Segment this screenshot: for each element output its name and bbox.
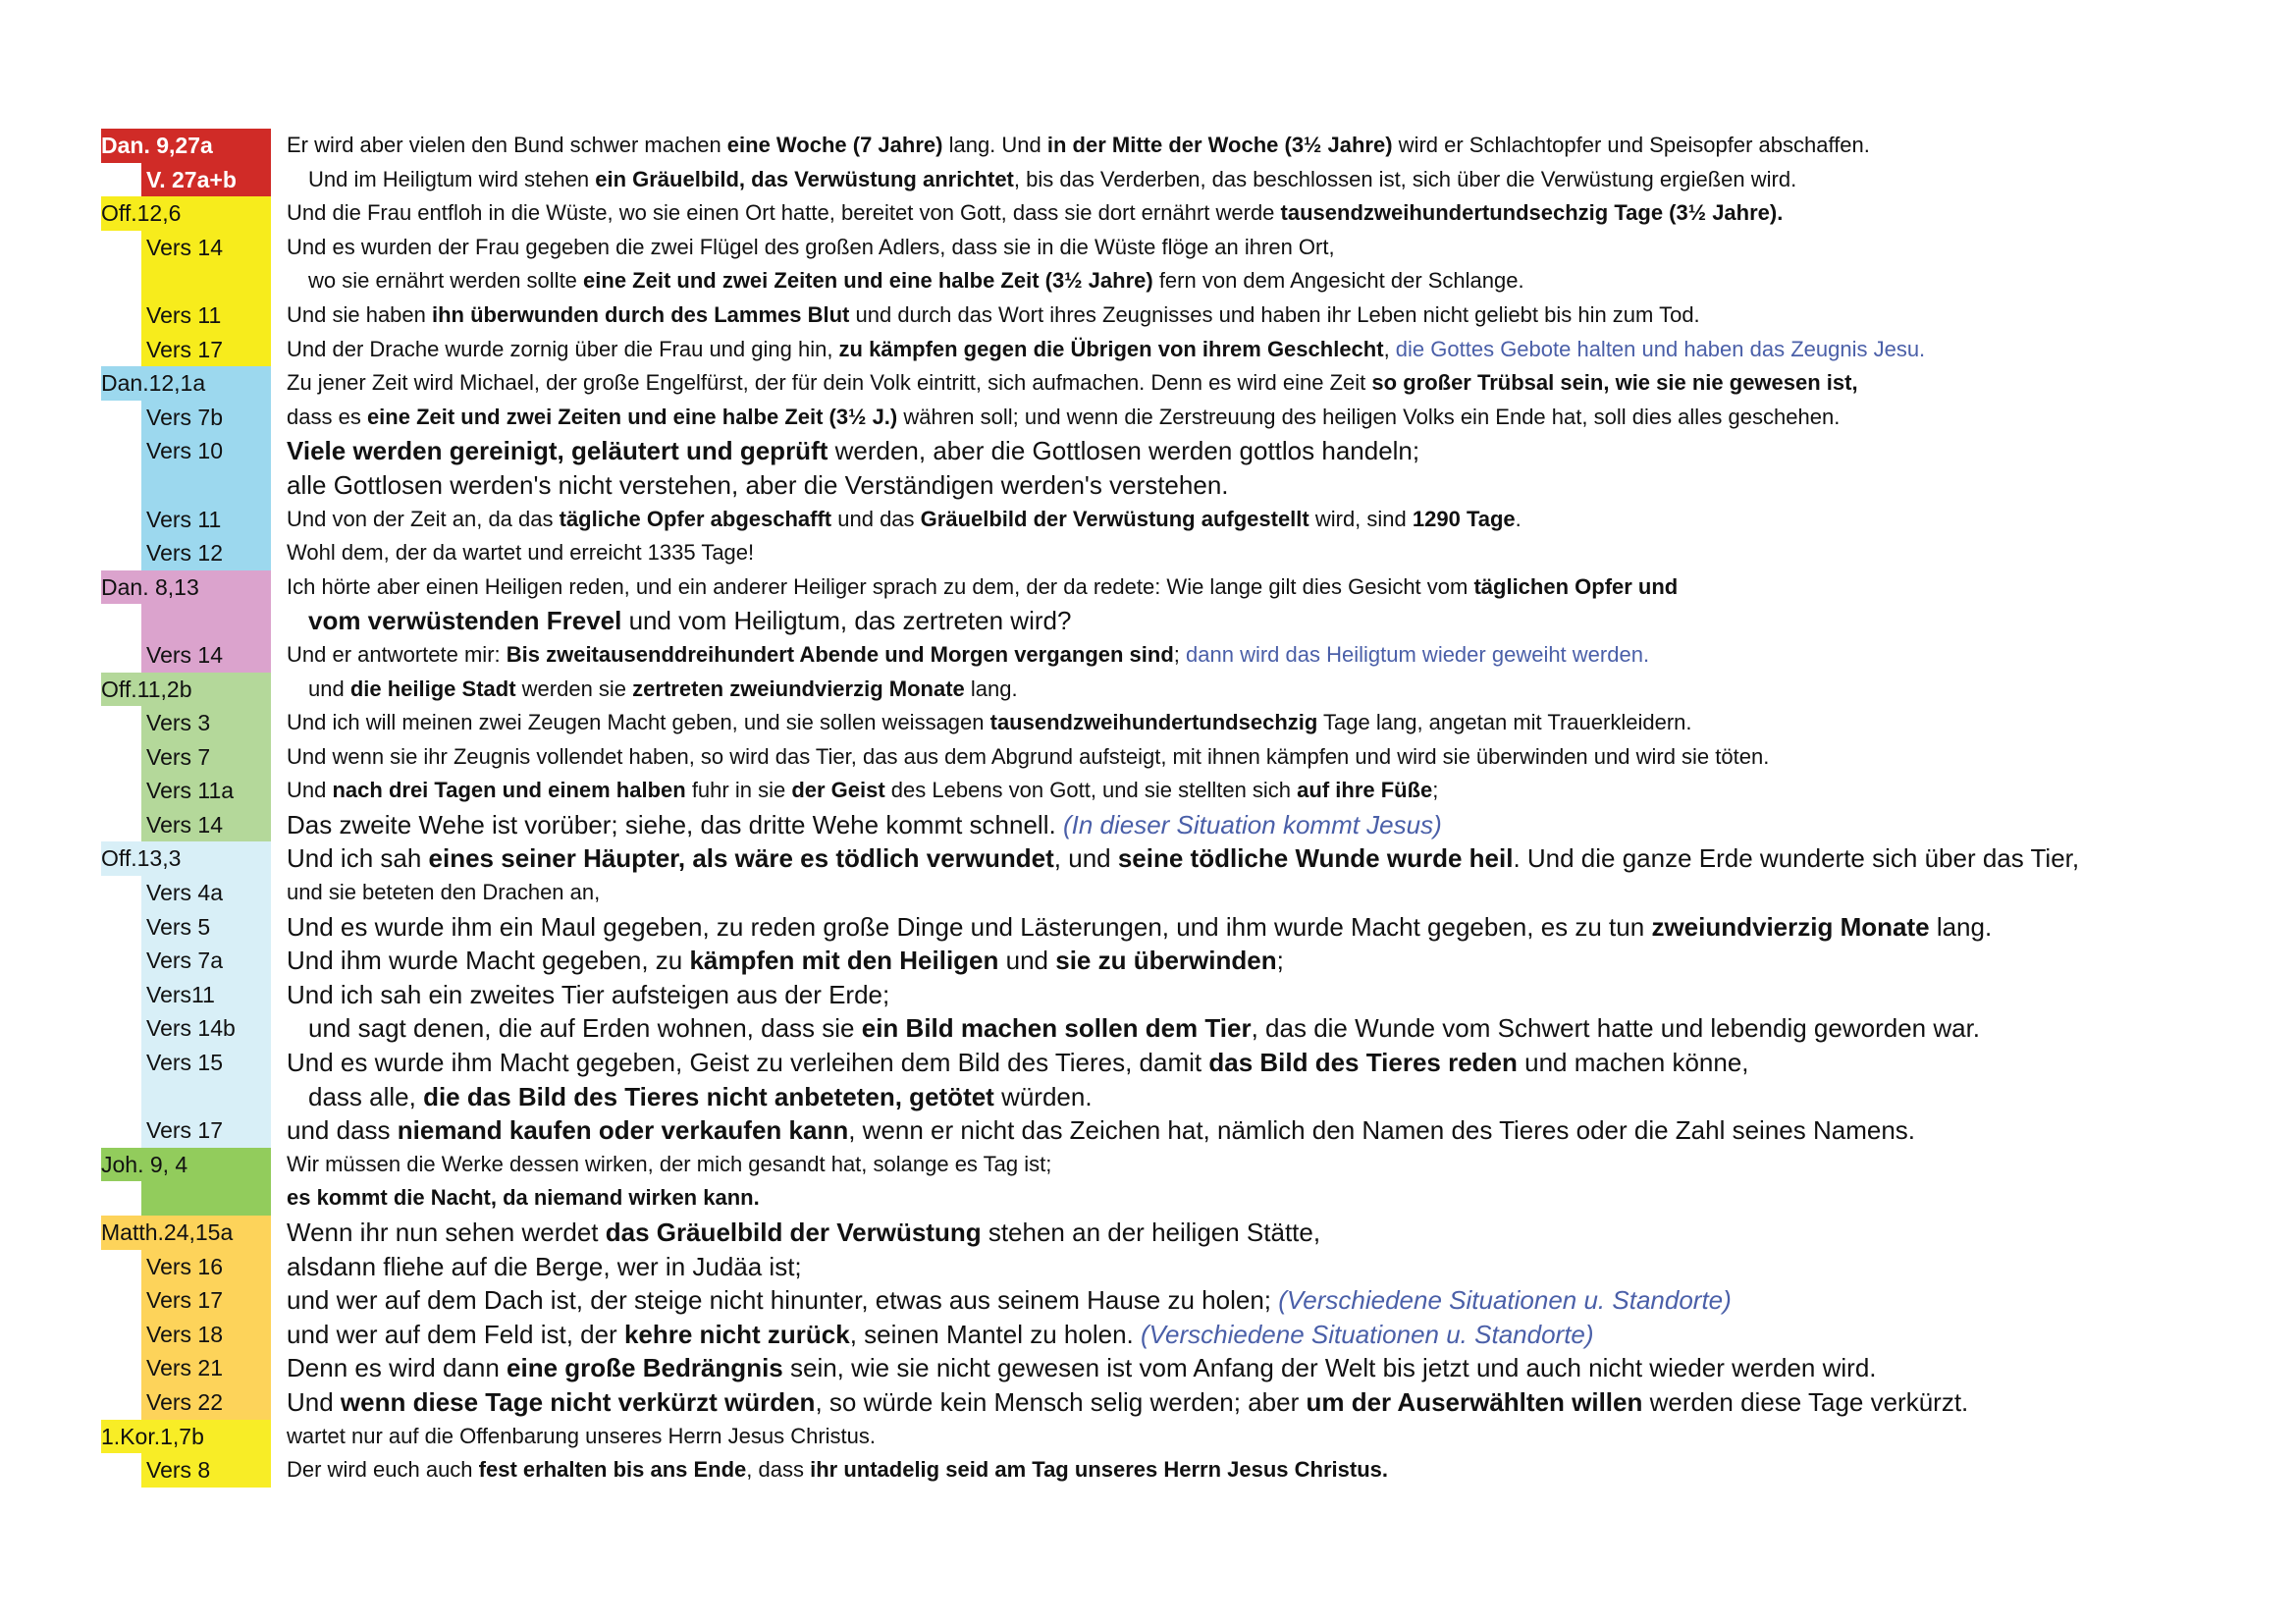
plain-text: , wenn er nicht das Zeichen hat, nämlich den Namen des Tieres oder die Zahl seines Namens. bbox=[848, 1115, 1916, 1146]
plain-text: , und bbox=[1053, 843, 1118, 874]
reference-cell bbox=[96, 401, 271, 435]
emphasis-text: so großer Trübsal sein, wie sie nie gewesen ist, bbox=[1371, 370, 1858, 396]
plain-text: wird, sind bbox=[1308, 506, 1413, 531]
emphasis-text: 1290 Tage bbox=[1412, 506, 1516, 531]
reference-label: Vers 3 bbox=[141, 706, 271, 740]
verse-text bbox=[287, 231, 2236, 265]
reference-cell bbox=[96, 366, 271, 401]
reference-label: Matth.24,15a bbox=[101, 1216, 271, 1250]
verse-row bbox=[96, 876, 2236, 910]
verse-text bbox=[287, 1046, 2236, 1080]
emphasis-text: kämpfen mit den Heiligen bbox=[689, 946, 999, 976]
note-text: (In dieser Situation kommt Jesus) bbox=[1062, 809, 1442, 839]
verse-text bbox=[287, 673, 2236, 707]
emphasis-text: Bis zweitausenddreihundert Abende und Morgen vergangen sind bbox=[506, 641, 1174, 667]
plain-text: wartet nur auf die Offenbarung unseres Herrn Jesus Christus. bbox=[287, 1423, 877, 1448]
reference-label bbox=[141, 604, 271, 638]
verse-text bbox=[287, 401, 2236, 435]
plain-text: lang. bbox=[964, 676, 1018, 701]
reference-cell bbox=[96, 1318, 271, 1352]
plain-text: Und es wurde ihm Macht gegeben, Geist zu verleihen dem Bild des Tieres, damit bbox=[287, 1048, 1209, 1078]
plain-text: alle Gottlosen werden's nicht verstehen, aber die Verständigen werden's verstehen. bbox=[287, 469, 1229, 500]
reference-cell bbox=[96, 604, 271, 638]
verse-row bbox=[96, 1453, 2236, 1488]
reference-label: Vers 14b bbox=[141, 1011, 271, 1046]
plain-text: und bbox=[308, 676, 350, 701]
verse-row bbox=[96, 298, 2236, 333]
plain-text: Und ich sah ein zweites Tier aufsteigen aus der Erde; bbox=[287, 979, 890, 1009]
plain-text: und bbox=[998, 946, 1056, 976]
verse-row bbox=[96, 264, 2236, 298]
emphasis-text: seine tödliche Wunde wurde heil bbox=[1117, 843, 1514, 874]
plain-text: lang. Und bbox=[942, 133, 1047, 157]
verse-row bbox=[96, 673, 2236, 707]
verse-row bbox=[96, 774, 2236, 808]
verse-row bbox=[96, 740, 2236, 775]
plain-text: Und der Drache wurde zornig über die Frau und ging hin, bbox=[287, 336, 839, 361]
plain-text: ; bbox=[1276, 946, 1284, 976]
reference-label: Vers 12 bbox=[141, 536, 271, 570]
plain-text: fuhr in sie bbox=[685, 778, 792, 803]
reference-label: Vers 7a bbox=[141, 944, 271, 978]
emphasis-text: es kommt die Nacht, da niemand wirken kann. bbox=[287, 1185, 760, 1211]
plain-text: Und sie haben bbox=[287, 301, 432, 327]
plain-text: Wohl dem, der da wartet und erreicht 1335 Tage! bbox=[287, 540, 755, 566]
plain-text: und das bbox=[831, 506, 921, 531]
plain-text: und sagt denen, die auf Erden wohnen, dass sie bbox=[308, 1013, 862, 1044]
emphasis-text: tausendzweihundertundsechzig bbox=[989, 710, 1318, 735]
emphasis-text: ihr untadelig seid am Tag unseres Herrn Jesus Christus. bbox=[810, 1457, 1388, 1483]
plain-text: und wer auf dem Feld ist, der bbox=[287, 1319, 624, 1349]
plain-text: und wer auf dem Dach ist, der steige nicht hinunter, etwas aus seinem Hause zu holen; bbox=[287, 1285, 1279, 1316]
verse-row bbox=[96, 1113, 2236, 1148]
reference-cell bbox=[96, 944, 271, 978]
verse-text bbox=[287, 1250, 2236, 1284]
verse-row bbox=[96, 944, 2236, 978]
plain-text: Das zweite Wehe ist vorüber; siehe, das dritte Wehe kommt schnell. bbox=[287, 809, 1063, 839]
verse-row bbox=[96, 841, 2236, 876]
verse-row bbox=[96, 1318, 2236, 1352]
reference-cell bbox=[96, 808, 271, 842]
plain-text: Und von der Zeit an, da das bbox=[287, 506, 560, 531]
reference-cell bbox=[96, 841, 271, 876]
emphasis-text: die das Bild des Tieres nicht anbeteten, getötet bbox=[423, 1081, 994, 1111]
verse-text bbox=[287, 1181, 2236, 1216]
reference-label bbox=[141, 264, 271, 298]
plain-text: Denn es wird dann bbox=[287, 1353, 507, 1383]
plain-text: fern von dem Angesicht der Schlange. bbox=[1152, 268, 1524, 294]
reference-label: V. 27a+b bbox=[141, 163, 271, 197]
verse-row bbox=[96, 604, 2236, 638]
verse-text bbox=[287, 468, 2236, 503]
reference-cell bbox=[96, 503, 271, 537]
plain-text: Ich hörte aber einen Heiligen reden, und ein anderer Heiliger sprach zu dem, der da redete: Wie lange gilt dies Gesicht vom bbox=[287, 573, 1474, 599]
verse-text bbox=[287, 163, 2236, 197]
verse-row bbox=[96, 1011, 2236, 1046]
verse-row bbox=[96, 536, 2236, 570]
note-text: (Verschiedene Situationen u. Standorte) bbox=[1140, 1319, 1594, 1349]
verse-text bbox=[287, 129, 2236, 163]
verse-text bbox=[287, 1080, 2236, 1114]
plain-text: , so würde kein Mensch selig werden; aber bbox=[815, 1386, 1307, 1417]
reference-cell bbox=[96, 468, 271, 503]
reference-label: Vers 11 bbox=[141, 503, 271, 537]
plain-text: Und ich will meinen zwei Zeugen Macht geben, und sie sollen weissagen bbox=[287, 710, 990, 735]
verse-row bbox=[96, 1250, 2236, 1284]
verse-row bbox=[96, 401, 2236, 435]
reference-cell bbox=[96, 876, 271, 910]
reference-label: Vers11 bbox=[141, 978, 271, 1012]
verse-text bbox=[287, 503, 2236, 537]
emphasis-text: eine Zeit und zwei Zeiten und eine halbe Zeit (3½ J.) bbox=[366, 404, 898, 429]
plain-text: und durch das Wort ihres Zeugnisses und haben ihr Leben nicht geliebt bis hin zum Tod. bbox=[849, 301, 1700, 327]
verse-row bbox=[96, 1385, 2236, 1420]
plain-text: Und ich sah bbox=[287, 843, 429, 874]
plain-text: wird er Schlachtopfer und Speisopfer abschaffen. bbox=[1392, 133, 1870, 157]
verse-text bbox=[287, 1283, 2236, 1318]
reference-label: Vers 16 bbox=[141, 1250, 271, 1284]
verse-row bbox=[96, 1046, 2236, 1080]
verse-row bbox=[96, 1080, 2236, 1114]
reference-label: Off.11,2b bbox=[101, 673, 271, 707]
emphasis-text: um der Auserwählten willen bbox=[1306, 1386, 1643, 1417]
plain-text: . bbox=[1515, 506, 1522, 531]
emphasis-text: in der Mitte der Woche (3½ Jahre) bbox=[1046, 133, 1393, 157]
plain-text: währen soll; und wenn die Zerstreuung des heiligen Volks ein Ende hat, soll dies alles geschehen. bbox=[897, 404, 1841, 429]
reference-cell bbox=[96, 638, 271, 673]
verse-row bbox=[96, 808, 2236, 842]
plain-text: Und er antwortete mir: bbox=[287, 641, 507, 667]
plain-text: Und die Frau entfloh in die Wüste, wo sie einen Ort hatte, bereitet von Gott, dass sie dort ernährt werde bbox=[287, 200, 1281, 226]
reference-cell bbox=[96, 1351, 271, 1385]
reference-cell bbox=[96, 1113, 271, 1148]
reference-label: Dan. 8,13 bbox=[101, 570, 271, 605]
verse-text bbox=[287, 1351, 2236, 1385]
reference-cell bbox=[96, 910, 271, 945]
plain-text: Der wird euch auch bbox=[287, 1457, 479, 1483]
plain-text: Wenn ihr nun sehen werdet bbox=[287, 1218, 606, 1247]
emphasis-text: tägliche Opfer abgeschafft bbox=[559, 506, 832, 531]
verse-row bbox=[96, 163, 2236, 197]
reference-label: 1.Kor.1,7b bbox=[101, 1420, 271, 1454]
emphasis-text: fest erhalten bis ans Ende bbox=[478, 1457, 747, 1483]
verse-row bbox=[96, 910, 2236, 945]
reference-label: Vers 17 bbox=[141, 1283, 271, 1318]
emphasis-text: wenn diese Tage nicht verkürzt würden bbox=[340, 1386, 816, 1417]
reference-cell bbox=[96, 740, 271, 775]
emphasis-text: auf ihre Füße bbox=[1297, 778, 1433, 803]
reference-cell bbox=[96, 1283, 271, 1318]
plain-text: ; bbox=[1173, 641, 1187, 667]
plain-text: würden. bbox=[993, 1081, 1093, 1111]
verse-row bbox=[96, 1283, 2236, 1318]
plain-text: alsdann fliehe auf die Berge, wer in Judäa ist; bbox=[287, 1251, 802, 1281]
plain-text: lang. bbox=[1929, 911, 1993, 942]
verse-row bbox=[96, 366, 2236, 401]
verse-text bbox=[287, 740, 2236, 775]
reference-label: Vers 5 bbox=[141, 910, 271, 945]
reference-label: Vers 7b bbox=[141, 401, 271, 435]
plain-text: werden sie bbox=[515, 676, 633, 701]
reference-cell bbox=[96, 231, 271, 265]
reference-label: Vers 11 bbox=[141, 298, 271, 333]
plain-text: . Und die ganze Erde wunderte sich über das Tier, bbox=[1513, 843, 2080, 874]
note-text: (Verschiedene Situationen u. Standorte) bbox=[1278, 1285, 1732, 1316]
plain-text: Und bbox=[287, 1386, 341, 1417]
reference-cell bbox=[96, 706, 271, 740]
plain-text: dass es bbox=[287, 404, 367, 429]
reference-label: Off.12,6 bbox=[101, 196, 271, 231]
emphasis-text: ein Gräuelbild, das Verwüstung anrichtet bbox=[595, 166, 1014, 191]
reference-label: Vers 11a bbox=[141, 774, 271, 808]
reference-cell bbox=[96, 673, 271, 707]
verse-text bbox=[287, 876, 2236, 910]
emphasis-text: das Gräuelbild der Verwüstung bbox=[605, 1218, 982, 1247]
emphasis-text: kehre nicht zurück bbox=[623, 1319, 850, 1349]
plain-text: , bbox=[1383, 336, 1396, 361]
verse-text bbox=[287, 366, 2236, 401]
emphasis-text: niemand kaufen oder verkaufen kann bbox=[397, 1115, 849, 1146]
reference-label: Vers 17 bbox=[141, 333, 271, 367]
reference-cell bbox=[96, 264, 271, 298]
plain-text: Und ihm wurde Macht gegeben, zu bbox=[287, 946, 690, 976]
note-text: die Gottes Gebote halten und haben das Zeugnis Jesu. bbox=[1395, 336, 1926, 361]
reference-label: Dan. 9,27a bbox=[101, 129, 271, 163]
reference-cell bbox=[96, 1250, 271, 1284]
verse-row bbox=[96, 1420, 2236, 1454]
verse-text bbox=[287, 1385, 2236, 1420]
emphasis-text: eines seiner Häupter, als wäre es tödlich verwundet bbox=[428, 843, 1054, 874]
plain-text: und vom Heiligtum, das zertreten wird? bbox=[621, 606, 1072, 636]
reference-cell bbox=[96, 1080, 271, 1114]
reference-label: Vers 14 bbox=[141, 808, 271, 842]
verse-row bbox=[96, 978, 2236, 1012]
verse-row bbox=[96, 638, 2236, 673]
plain-text: und sie beteten den Drachen an, bbox=[287, 880, 601, 905]
verse-row bbox=[96, 503, 2236, 537]
plain-text: , dass bbox=[746, 1457, 811, 1483]
emphasis-text: eine große Bedrängnis bbox=[507, 1353, 783, 1383]
verse-row bbox=[96, 570, 2236, 605]
emphasis-text: Gräuelbild der Verwüstung aufgestellt bbox=[920, 506, 1309, 531]
reference-cell bbox=[96, 978, 271, 1012]
reference-label: Vers 4a bbox=[141, 876, 271, 910]
verse-text bbox=[287, 264, 2236, 298]
reference-label: Off.13,3 bbox=[101, 841, 271, 876]
verse-row bbox=[96, 706, 2236, 740]
reference-label bbox=[141, 468, 271, 503]
plain-text: , seinen Mantel zu holen. bbox=[849, 1319, 1141, 1349]
reference-label: Vers 10 bbox=[141, 434, 271, 468]
verse-row bbox=[96, 333, 2236, 367]
emphasis-text: tausendzweihundertundsechzig Tage (3½ Jahre). bbox=[1280, 200, 1784, 226]
verse-text bbox=[287, 434, 2236, 468]
reference-cell bbox=[96, 129, 271, 163]
reference-cell bbox=[96, 434, 271, 468]
verse-text bbox=[287, 1148, 2236, 1182]
emphasis-text: nach drei Tagen und einem halben bbox=[332, 778, 686, 803]
verse-text bbox=[287, 196, 2236, 231]
reference-label: Joh. 9, 4 bbox=[101, 1148, 271, 1182]
verse-text bbox=[287, 1113, 2236, 1148]
emphasis-text: eine Woche (7 Jahre) bbox=[726, 133, 943, 157]
verse-row bbox=[96, 196, 2236, 231]
verse-text bbox=[287, 536, 2236, 570]
plain-text: Er wird aber vielen den Bund schwer machen bbox=[287, 133, 727, 157]
reference-cell bbox=[96, 1148, 271, 1182]
reference-cell bbox=[96, 1453, 271, 1488]
verse-text bbox=[287, 841, 2236, 876]
reference-cell bbox=[96, 163, 271, 197]
verse-text bbox=[287, 1420, 2236, 1454]
reference-cell bbox=[96, 1216, 271, 1250]
verse-row bbox=[96, 1181, 2236, 1216]
emphasis-text: zertreten zweiundvierzig Monate bbox=[632, 676, 965, 701]
emphasis-text: der Geist bbox=[791, 778, 885, 803]
verse-row bbox=[96, 468, 2236, 503]
plain-text: Und bbox=[287, 778, 333, 803]
plain-text: und dass bbox=[287, 1115, 398, 1146]
emphasis-text: das Bild des Tieres reden bbox=[1208, 1048, 1518, 1078]
plain-text: und machen könne, bbox=[1517, 1048, 1749, 1078]
verse-text bbox=[287, 638, 2236, 673]
emphasis-text: ein Bild machen sollen dem Tier bbox=[861, 1013, 1252, 1044]
verse-text bbox=[287, 1318, 2236, 1352]
verse-text bbox=[287, 604, 2236, 638]
emphasis-text: täglichen Opfer und bbox=[1473, 573, 1679, 599]
emphasis-text: Viele werden gereinigt, geläutert und geprüft bbox=[287, 436, 828, 466]
verse-text bbox=[287, 910, 2236, 945]
plain-text: des Lebens von Gott, und sie stellten sich bbox=[884, 778, 1298, 803]
verse-text bbox=[287, 774, 2236, 808]
reference-cell bbox=[96, 298, 271, 333]
plain-text: stehen an der heiligen Stätte, bbox=[981, 1218, 1321, 1247]
verse-text bbox=[287, 978, 2236, 1012]
plain-text: Und es wurden der Frau gegeben die zwei Flügel des großen Adlers, dass sie in die Wüste flöge an ihren Ort, bbox=[287, 234, 1335, 259]
verse-text bbox=[287, 808, 2236, 842]
emphasis-text: zu kämpfen gegen die Übrigen von ihrem Geschlecht bbox=[838, 336, 1384, 361]
plain-text: ; bbox=[1432, 778, 1439, 803]
verse-row bbox=[96, 129, 2236, 163]
reference-label: Vers 14 bbox=[141, 638, 271, 673]
verse-text bbox=[287, 706, 2236, 740]
reference-cell bbox=[96, 536, 271, 570]
verse-text bbox=[287, 298, 2236, 333]
plain-text: Tage lang, angetan mit Trauerkleidern. bbox=[1317, 710, 1692, 735]
emphasis-text: eine Zeit und zwei Zeiten und eine halbe Zeit (3½ Jahre) bbox=[583, 268, 1153, 294]
reference-cell bbox=[96, 1181, 271, 1216]
verse-table bbox=[96, 129, 2236, 1488]
reference-cell bbox=[96, 1420, 271, 1454]
reference-cell bbox=[96, 570, 271, 605]
plain-text: Und wenn sie ihr Zeugnis vollendet haben, so wird das Tier, das aus dem Abgrund aufsteigt, mit ihnen kämpfen und wird sie überwinden und wird sie töten. bbox=[287, 743, 1770, 769]
emphasis-text: zweiundvierzig Monate bbox=[1651, 911, 1930, 942]
reference-label: Vers 21 bbox=[141, 1351, 271, 1385]
reference-label bbox=[141, 1181, 271, 1216]
plain-text: Wir müssen die Werke dessen wirken, der mich gesandt hat, solange es Tag ist; bbox=[287, 1151, 1052, 1176]
reference-label: Vers 17 bbox=[141, 1113, 271, 1148]
plain-text: Und es wurde ihm ein Maul gegeben, zu reden große Dinge und Lästerungen, und ihm wurde Macht gegeben, es zu tun bbox=[287, 911, 1652, 942]
emphasis-text: ihn überwunden durch des Lammes Blut bbox=[432, 301, 850, 327]
plain-text: dass alle, bbox=[308, 1081, 424, 1111]
reference-label: Vers 22 bbox=[141, 1385, 271, 1420]
plain-text: Und im Heiligtum wird stehen bbox=[308, 166, 596, 191]
verse-text bbox=[287, 1453, 2236, 1488]
plain-text: wo sie ernährt werden sollte bbox=[308, 268, 584, 294]
reference-label bbox=[141, 1080, 271, 1114]
reference-cell bbox=[96, 1011, 271, 1046]
plain-text: , das die Wunde vom Schwert hatte und lebendig geworden war. bbox=[1251, 1013, 1981, 1044]
reference-label: Vers 18 bbox=[141, 1318, 271, 1352]
verse-row bbox=[96, 434, 2236, 468]
plain-text: werden diese Tage verkürzt. bbox=[1642, 1386, 1969, 1417]
verse-text bbox=[287, 333, 2236, 367]
reference-label: Vers 14 bbox=[141, 231, 271, 265]
reference-label: Vers 15 bbox=[141, 1046, 271, 1080]
plain-text: werden, aber die Gottlosen werden gottlos handeln; bbox=[828, 436, 1420, 466]
emphasis-text: vom verwüstenden Frevel bbox=[308, 606, 622, 636]
verse-row bbox=[96, 231, 2236, 265]
reference-label: Vers 8 bbox=[141, 1453, 271, 1488]
verse-row bbox=[96, 1216, 2236, 1250]
emphasis-text: sie zu überwinden bbox=[1055, 946, 1277, 976]
reference-cell bbox=[96, 774, 271, 808]
plain-text: Zu jener Zeit wird Michael, der große Engelfürst, der für dein Volk eintritt, sich aufmachen. Denn es wird eine Zeit bbox=[287, 370, 1372, 396]
verse-text bbox=[287, 944, 2236, 978]
verse-text bbox=[287, 570, 2236, 605]
reference-cell bbox=[96, 196, 271, 231]
reference-label: Vers 7 bbox=[141, 740, 271, 775]
plain-text: sein, wie sie nicht gewesen ist vom Anfang der Welt bis jetzt und auch nicht wieder werden wird. bbox=[782, 1353, 1877, 1383]
note-text: dann wird das Heiligtum wieder geweiht werden. bbox=[1186, 641, 1650, 667]
emphasis-text: die heilige Stadt bbox=[349, 676, 516, 701]
verse-row bbox=[96, 1148, 2236, 1182]
reference-cell bbox=[96, 333, 271, 367]
verse-row bbox=[96, 1351, 2236, 1385]
reference-cell bbox=[96, 1046, 271, 1080]
plain-text: , bis das Verderben, das beschlossen ist, sich über die Verwüstung ergießen wird. bbox=[1013, 166, 1797, 191]
verse-text bbox=[287, 1216, 2236, 1250]
reference-label: Dan.12,1a bbox=[101, 366, 271, 401]
reference-cell bbox=[96, 1385, 271, 1420]
verse-text bbox=[287, 1011, 2236, 1046]
